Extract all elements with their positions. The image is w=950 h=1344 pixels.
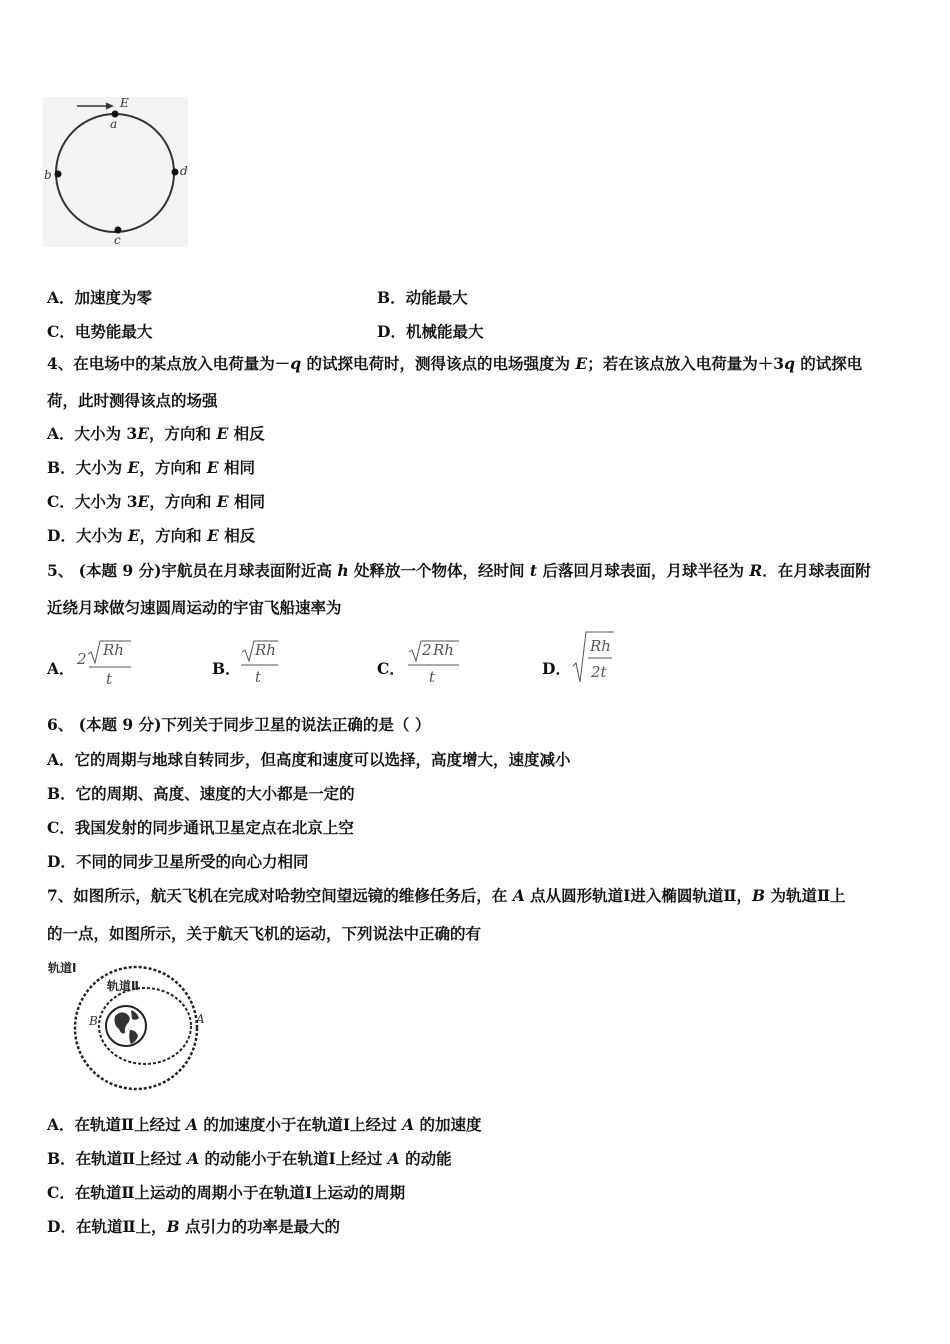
point-B-label: B: [89, 1014, 98, 1028]
q6-option-b: B．它的周期、高度、速度的大小都是一定的: [47, 784, 355, 803]
circle-field-figure: [43, 97, 188, 247]
q5-b-num: Rh: [255, 641, 276, 659]
q5-a-coef: 2: [77, 650, 87, 668]
label-a: a: [110, 117, 118, 131]
q3-option-a: A．加速度为零: [47, 288, 153, 307]
q4-option-d: D．大小为 E，方向和 E 相反: [47, 526, 256, 545]
q5-c-coef: 2: [422, 641, 432, 659]
q5-option-a-label: A．: [47, 659, 75, 678]
q3-option-d: D．机械能最大: [377, 322, 484, 341]
orbit-1-label: 轨道Ⅰ: [48, 961, 77, 975]
point-d: [172, 169, 179, 176]
q4-option-a: A．大小为 3E，方向和 E 相反: [47, 424, 265, 443]
q5-c-den: t: [429, 668, 436, 686]
point-A-label: A: [196, 1012, 205, 1026]
q7-option-c: C．在轨道Ⅱ上运动的周期小于在轨道Ⅰ上运动的周期: [47, 1183, 406, 1202]
q5-stem: 5、 (本题 9 分)宇航员在月球表面附近高 h 处释放一个物体，经时间 t 后落回月球表面，月球半径为 R．在月球表面附: [47, 561, 871, 580]
label-b: b: [44, 168, 52, 182]
label-E: E: [120, 96, 129, 110]
q4-stem-line2: 荷，此时测得该点的场强: [47, 391, 218, 410]
q3-option-c: C．电势能最大: [47, 322, 153, 341]
q5-formula-c: [405, 632, 475, 692]
q5-option-d-label: D．: [542, 659, 571, 678]
q5-option-b-label: B．: [212, 659, 241, 678]
q5-formula-a: [75, 632, 145, 692]
q5-d-num: Rh: [590, 637, 611, 655]
q7-stem: 7、如图所示，航天飞机在完成对哈勃空间望远镜的维修任务后，在 A 点从圆形轨道Ⅰ进入椭圆轨道Ⅱ，B 为轨道Ⅱ上: [47, 886, 846, 905]
orbit-figure: [45, 958, 215, 1093]
point-b: [55, 171, 62, 178]
q7-stem-line2: 的一点，如图所示，关于航天飞机的运动，下列说法中正确的有: [47, 924, 482, 943]
q5-stem-line2: 近绕月球做匀速圆周运动的宇宙飞船速率为: [47, 598, 342, 617]
q7-option-d: D．在轨道Ⅱ上，B 点引力的功率是最大的: [47, 1217, 341, 1236]
q5-b-den: t: [255, 668, 262, 686]
q5-a-den: t: [106, 670, 113, 688]
q4-option-c: C．大小为 3E，方向和 E 相同: [47, 492, 265, 511]
q4-option-b: B．大小为 E，方向和 E 相同: [47, 458, 255, 477]
q4-stem: 4、在电场中的某点放入电荷量为－q 的试探电荷时，测得该点的电场强度为 E；若在该点放入电荷量为＋3q 的试探电: [47, 354, 863, 373]
q7-option-a: A．在轨道Ⅱ上经过 A 的加速度小于在轨道Ⅰ上经过 A 的加速度: [47, 1115, 482, 1134]
orbit-2-label: 轨道Ⅱ: [107, 979, 139, 993]
q5-a-num: Rh: [103, 641, 124, 659]
q6-option-a: A．它的周期与地球自转同步，但高度和速度可以选择，高度增大，速度减小: [47, 750, 571, 769]
q6-option-c: C．我国发射的同步通讯卫星定点在北京上空: [47, 818, 354, 837]
earth-icon: [106, 1006, 146, 1046]
q5-formula-d: [570, 630, 630, 690]
q6-stem: 6、 (本题 9 分)下列关于同步卫星的说法正确的是（ ）: [47, 715, 431, 734]
q5-d-den: 2t: [591, 663, 607, 681]
q5-option-c-label: C．: [377, 659, 405, 678]
q5-c-num: Rh: [433, 641, 454, 659]
q6-option-d: D．不同的同步卫星所受的向心力相同: [47, 852, 309, 871]
q3-option-b: B．动能最大: [377, 288, 468, 307]
q7-option-b: B．在轨道Ⅱ上经过 A 的动能小于在轨道Ⅰ上经过 A 的动能: [47, 1149, 452, 1168]
label-c: c: [114, 233, 121, 247]
label-d: d: [180, 164, 188, 178]
q5-formula-b: [238, 632, 298, 692]
